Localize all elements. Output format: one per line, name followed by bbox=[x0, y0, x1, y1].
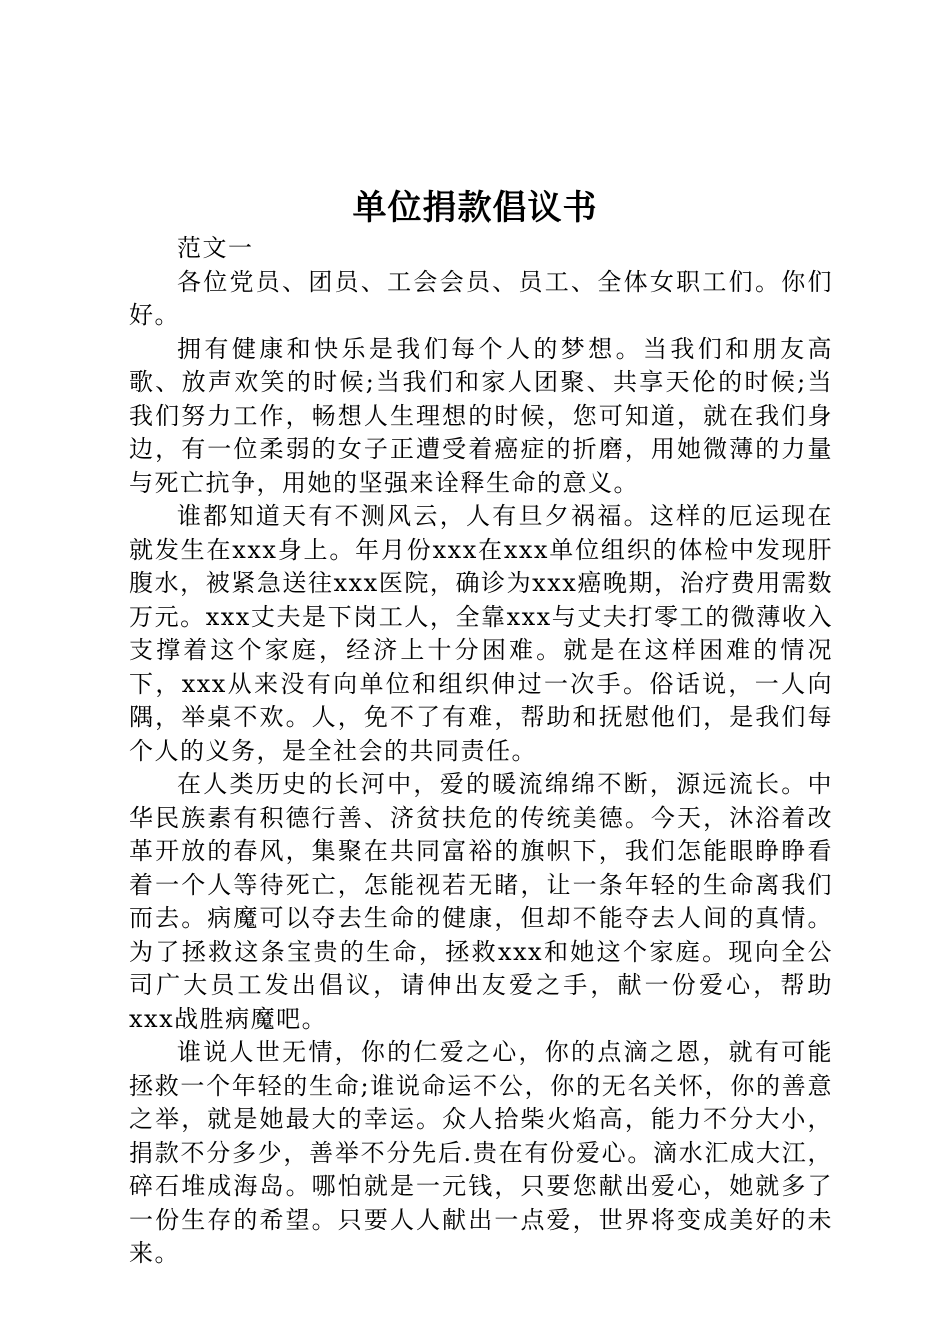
body-paragraph: 谁说人世无情，你的仁爱之心，你的点滴之恩，就有可能拯救一个年轻的生命;谁说命运不公，你的无名关怀，你的善意之举，就是她最大的幸运。众人拾柴火焰高，能力不分大小，捐款不分多少，善举不分先后.贵在有份爱心。滴水汇成大江，碎石堆成海岛。哪怕就是一元钱，只要您献出爱心，她就多了一份生存的希望。只要人人献出一点爱，世界将变成美好的未来。 bbox=[129, 1038, 833, 1267]
document-body bbox=[129, 232, 833, 1271]
body-paragraph: 谁都知道天有不测风云，人有旦夕祸福。这样的厄运现在就发生在xxx身上。年月份xxx在xxx单位组织的体检中发现肝腹水，被紧急送往xxx医院，确诊为xxx癌晚期，治疗费用需数万元。xxx丈夫是下岗工人，全靠xxx与丈夫打零工的微薄收入支撑着这个家庭，经济上十分困难。就是在这样困难的情况下，xxx从来没有向单位和组织伸过一次手。俗话说，一人向隅，举桌不欢。人，免不了有难，帮助和抚慰他们，是我们每个人的义务，是全社会的共同责任。 bbox=[129, 502, 833, 765]
document-title: 单位捐款倡议书 bbox=[352, 188, 598, 228]
section-label: 范文一 bbox=[177, 234, 254, 262]
body-paragraph: 在人类历史的长河中，爱的暖流绵绵不断，源远流长。中华民族素有积德行善、济贫扶危的传统美德。今天，沐浴着改革开放的春风，集聚在共同富裕的旗帜下，我们怎能眼睁睁看着一个人等待死亡，怎能视若无睹，让一条年轻的生命离我们而去。病魔可以夺去生命的健康，但却不能夺去人间的真情。为了拯救这条宝贵的生命，拯救xxx和她这个家庭。现向全公司广大员工发出倡议，请伸出友爱之手，献一份爱心，帮助xxx战胜病魔吧。 bbox=[129, 770, 833, 1033]
body-paragraph: 拥有健康和快乐是我们每个人的梦想。当我们和朋友高歌、放声欢笑的时候;当我们和家人团聚、共享天伦的时候;当我们努力工作，畅想人生理想的时候，您可知道，就在我们身边，有一位柔弱的女子正遭受着癌症的折磨，用她微薄的力量与死亡抗争，用她的坚强来诠释生命的意义。 bbox=[129, 334, 833, 497]
greeting-paragraph: 各位党员、团员、工会会员、员工、全体女职工们。你们好。 bbox=[129, 267, 833, 329]
